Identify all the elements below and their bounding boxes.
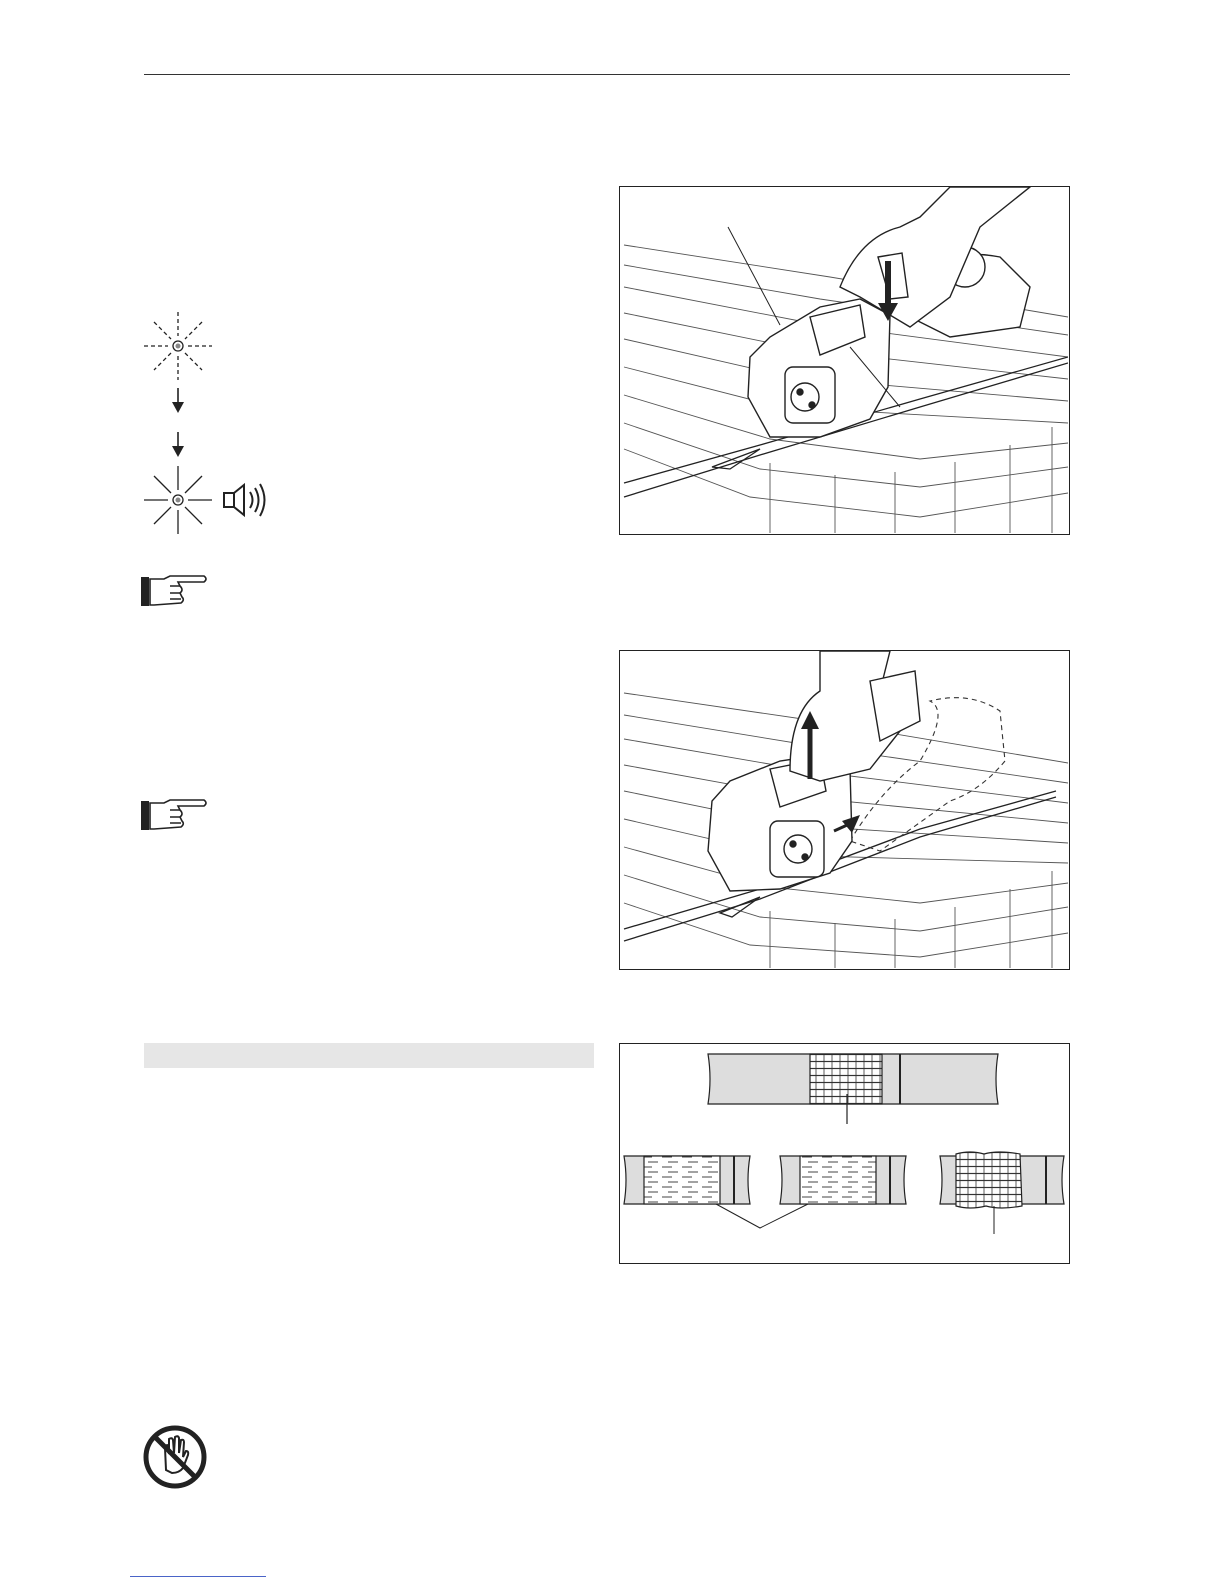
pointing-hand-note-icon xyxy=(140,798,210,832)
figure-tool-release xyxy=(619,650,1070,970)
footer-link-underline[interactable] xyxy=(130,1576,266,1577)
down-arrow-icon xyxy=(170,432,186,458)
pointing-hand-note-icon xyxy=(140,574,210,608)
led-flashing-icon xyxy=(140,308,216,384)
down-arrow-icon xyxy=(170,388,186,414)
figure-weld-quality xyxy=(619,1043,1070,1264)
no-gloves-icon xyxy=(142,1424,208,1490)
header-rule xyxy=(144,74,1070,75)
speaker-signal-icon xyxy=(222,478,274,522)
led-on-icon xyxy=(140,462,216,538)
figure-tool-welding xyxy=(619,186,1070,535)
section-heading-bar xyxy=(144,1043,594,1068)
